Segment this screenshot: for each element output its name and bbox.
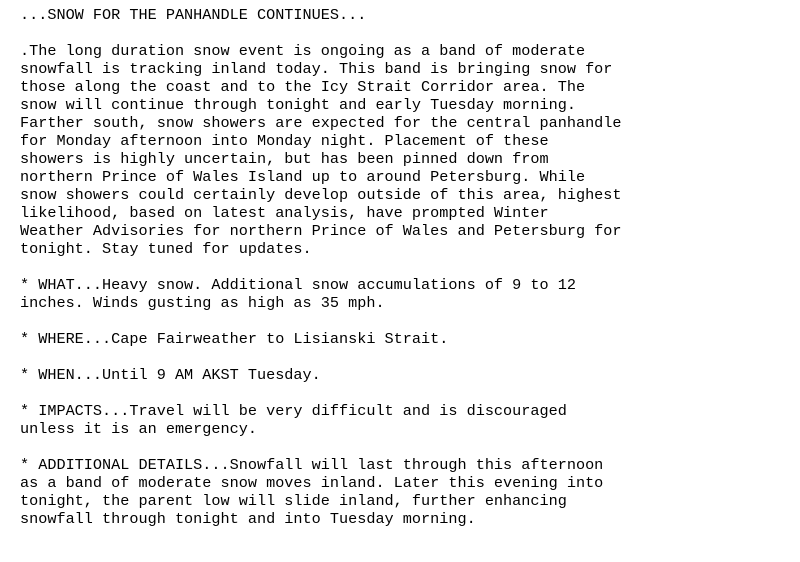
summary-line: northern Prince of Wales Island up to around Petersburg. While — [20, 168, 586, 186]
summary-line: snow will continue through tonight and early Tuesday morning. — [20, 96, 576, 114]
summary-line: those along the coast and to the Icy Strait Corridor area. The — [20, 78, 586, 96]
details-line: as a band of moderate snow moves inland. Later this evening into — [20, 474, 604, 492]
when-line: * WHEN...Until 9 AM AKST Tuesday. — [20, 366, 321, 384]
summary-line: tonight. Stay tuned for updates. — [20, 240, 312, 258]
summary-line: snowfall is tracking inland today. This band is bringing snow for — [20, 60, 613, 78]
details-line: snowfall through tonight and into Tuesday morning. — [20, 510, 476, 528]
what-line: inches. Winds gusting as high as 35 mph. — [20, 294, 385, 312]
impacts-line: unless it is an emergency. — [20, 420, 257, 438]
headline: ...SNOW FOR THE PANHANDLE CONTINUES... — [20, 6, 367, 24]
summary-line: Weather Advisories for northern Prince of Wales and Petersburg for — [20, 222, 622, 240]
summary-line: likelihood, based on latest analysis, have prompted Winter — [20, 204, 549, 222]
impacts-line: * IMPACTS...Travel will be very difficult and is discouraged — [20, 402, 567, 420]
where-line: * WHERE...Cape Fairweather to Lisianski Strait. — [20, 330, 449, 348]
forecast-text — [20, 6, 790, 528]
summary-line: showers is highly uncertain, but has been pinned down from — [20, 150, 549, 168]
details-line: * ADDITIONAL DETAILS...Snowfall will last through this afternoon — [20, 456, 604, 474]
summary-line: .The long duration snow event is ongoing as a band of moderate — [20, 42, 586, 60]
summary-line: snow showers could certainly develop outside of this area, highest — [20, 186, 622, 204]
summary-line: Farther south, snow showers are expected for the central panhandle — [20, 114, 622, 132]
what-line: * WHAT...Heavy snow. Additional snow accumulations of 9 to 12 — [20, 276, 576, 294]
details-line: tonight, the parent low will slide inland, further enhancing — [20, 492, 567, 510]
summary-line: for Monday afternoon into Monday night. Placement of these — [20, 132, 549, 150]
